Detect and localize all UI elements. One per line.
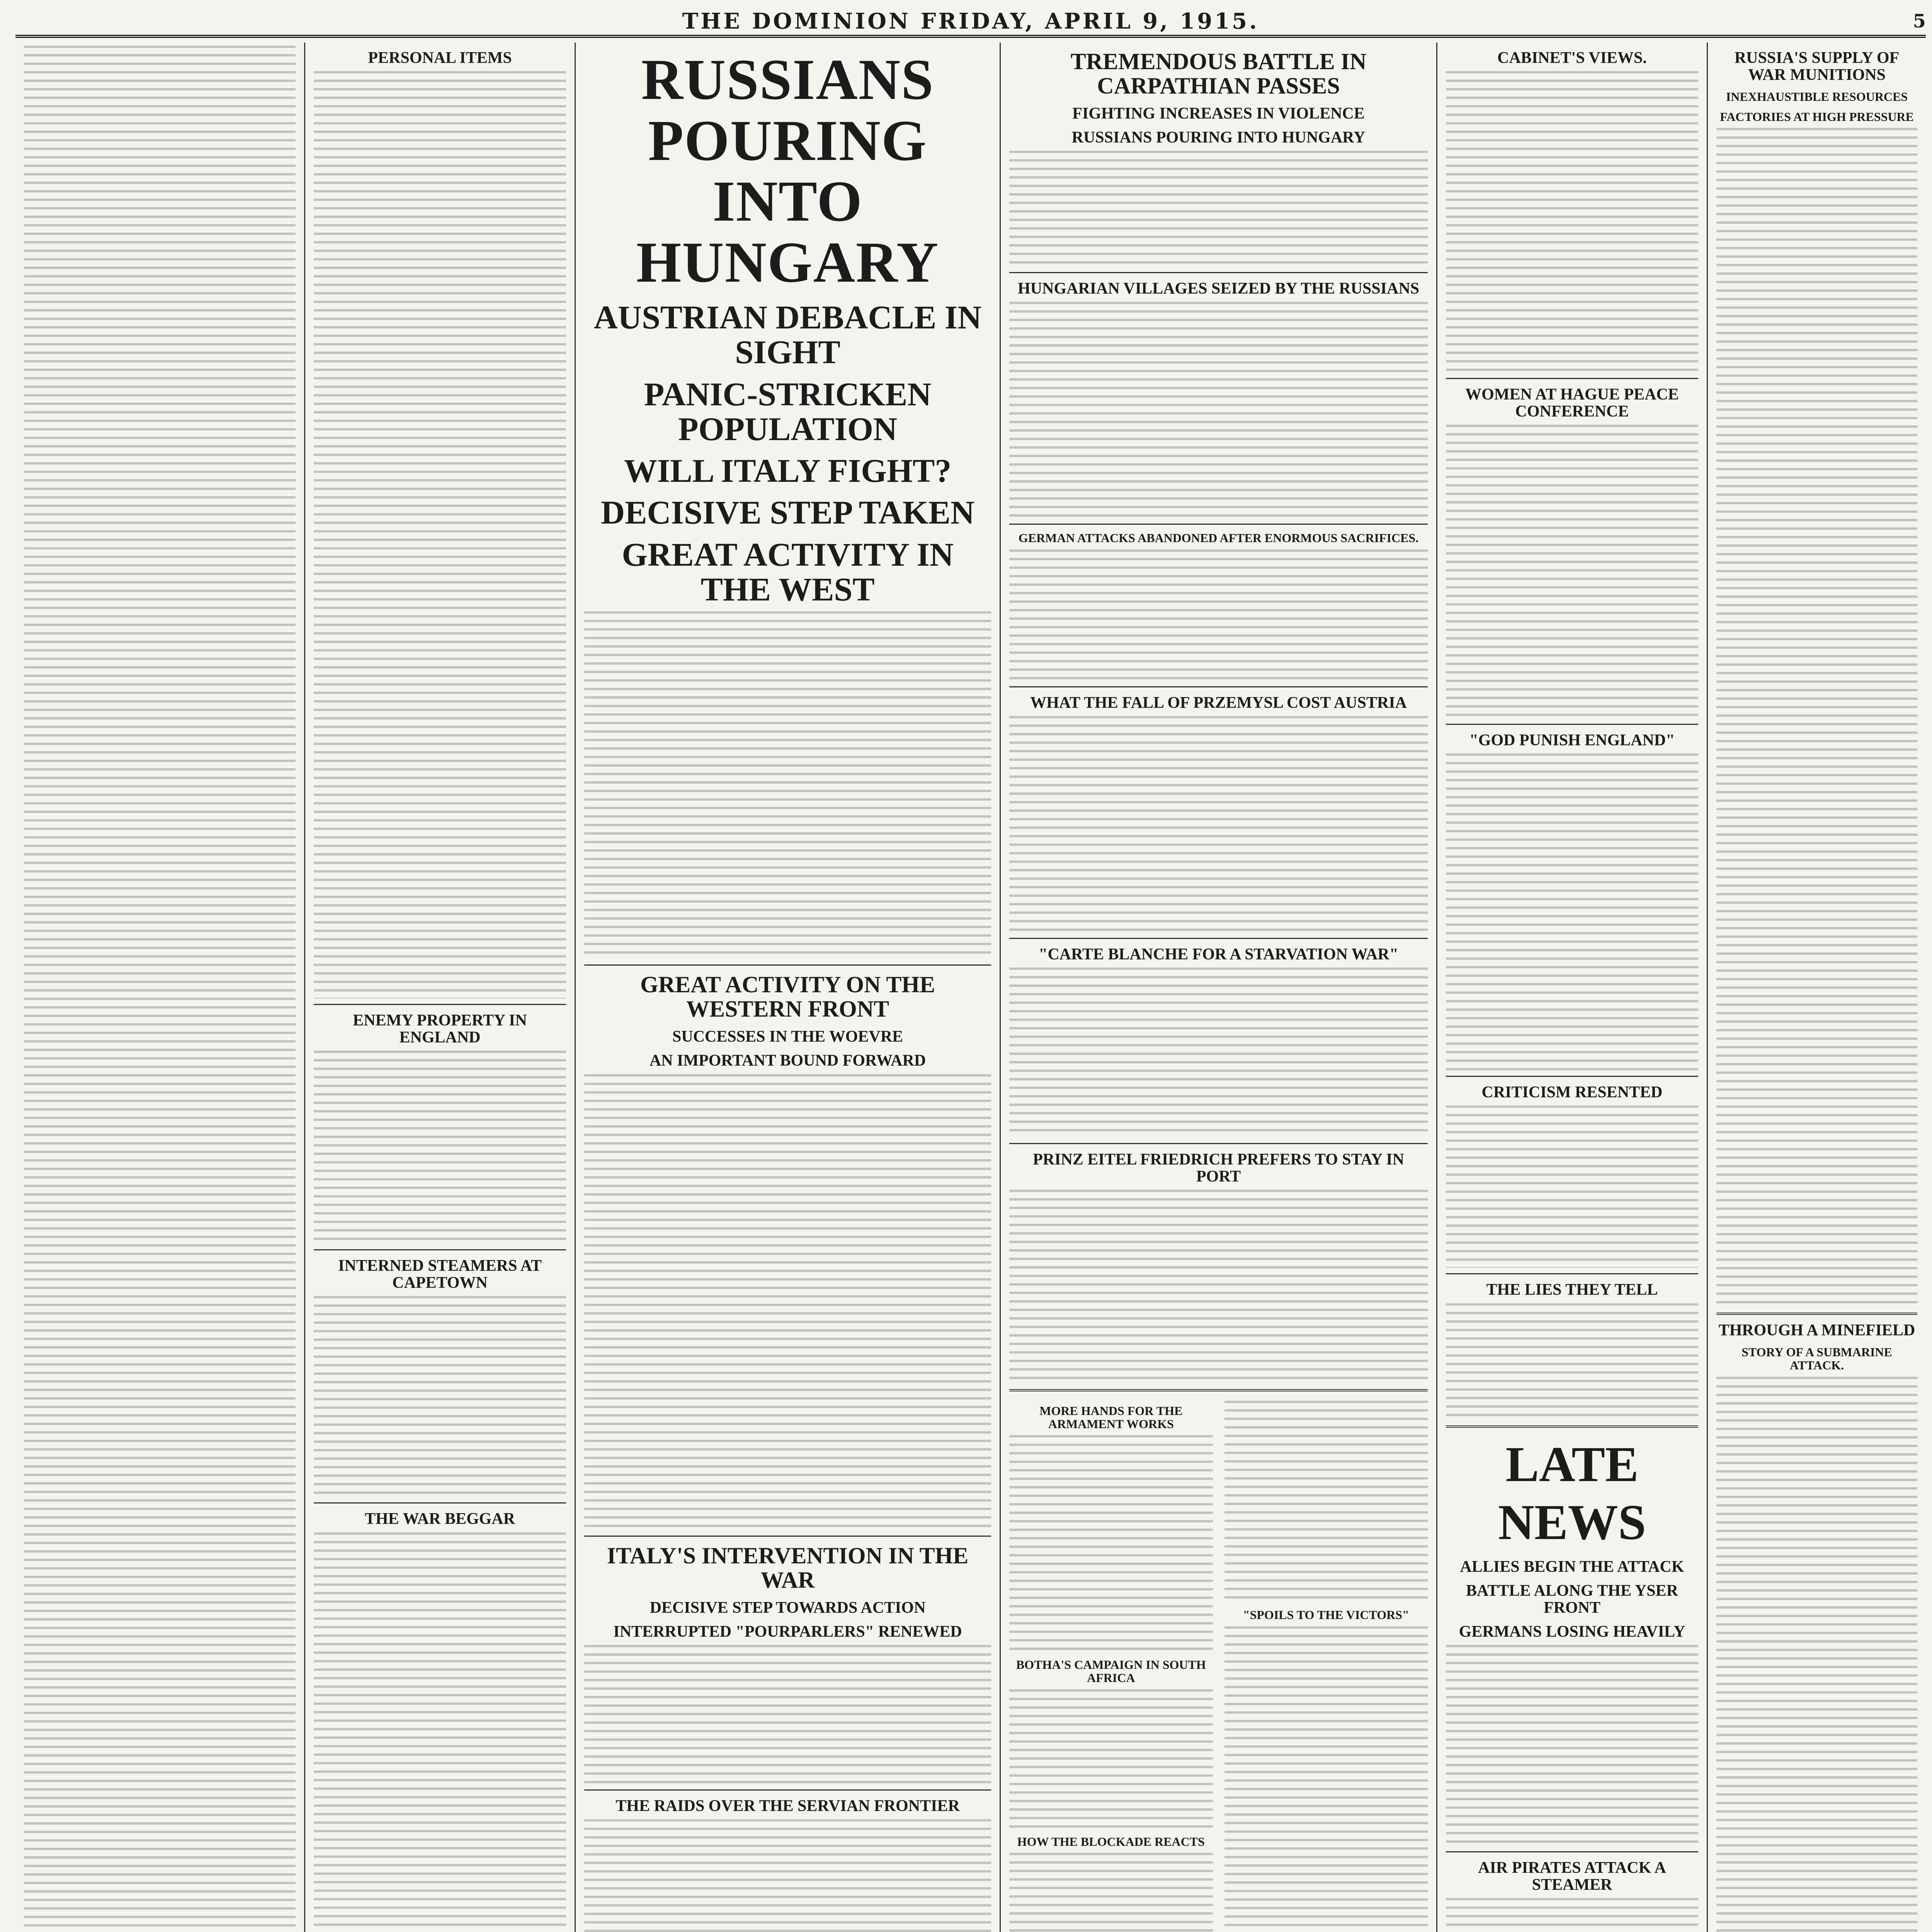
body-text-block xyxy=(1009,1853,1213,1932)
body-text-block xyxy=(314,1532,566,1932)
body-text-block xyxy=(314,71,566,998)
column-5 xyxy=(1437,43,1708,1932)
body-text-block xyxy=(584,1819,991,1932)
body-text-block xyxy=(314,1296,566,1497)
body-text-block xyxy=(1009,968,1428,1138)
cabinet-views-heading: CABINET'S VIEWS. xyxy=(1497,49,1647,67)
factories-heading: FACTORIES AT HIGH PRESSURE xyxy=(1720,109,1914,124)
body-text-block xyxy=(1009,151,1428,267)
body-text-block xyxy=(1009,1435,1213,1651)
body-text-block xyxy=(1225,1401,1428,1602)
war-beggar-heading: THE WAR BEGGAR xyxy=(365,1510,515,1528)
body-text-block xyxy=(1446,1898,1698,1932)
column-3 xyxy=(576,43,1001,1932)
submarine-story-heading: STORY OF A SUBMARINE ATTACK. xyxy=(1742,1345,1892,1372)
women-hague-heading: WOMEN AT HAGUE PEACE CONFERENCE xyxy=(1465,386,1679,421)
headline-hungarian-villages: HUNGARIAN VILLAGES SEIZED BY THE RUSSIANS xyxy=(1017,280,1420,298)
column-6 xyxy=(1708,43,1926,1932)
allies-attack-heading: ALLIES BEGIN THE ATTACK xyxy=(1460,1558,1684,1576)
headline-carte-blanche: "CARTE BLANCHE FOR A STARVATION WAR" xyxy=(1039,945,1398,963)
page-number: 5 xyxy=(1913,10,1926,32)
yser-front-heading: BATTLE ALONG THE YSER FRONT xyxy=(1466,1582,1678,1617)
column-1 xyxy=(15,43,305,1932)
headline-servian-frontier: THE RAIDS OVER THE SERVIAN FRONTIER xyxy=(616,1797,960,1815)
body-text-block xyxy=(1446,425,1698,718)
body-text-block xyxy=(24,46,296,1932)
body-text-block xyxy=(1009,1190,1428,1383)
headline-prinz-eitel: PRINZ EITEL FRIEDRICH PREFERS TO STAY IN PORT xyxy=(1033,1151,1404,1186)
munitions-heading: RUSSIA'S SUPPLY OF WAR MUNITIONS xyxy=(1734,49,1900,84)
headline-italy-intervention: ITALY'S INTERVENTION IN THE WAR xyxy=(607,1543,969,1593)
subheadline-bound-forward: AN IMPORTANT BOUND FORWARD xyxy=(649,1052,926,1070)
body-text-block xyxy=(1009,1689,1213,1828)
subheadline-violence: FIGHTING INCREASES IN VIOLENCE xyxy=(1072,105,1365,122)
subheadline-austrian-debacle: AUSTRIAN DEBACLE IN SIGHT xyxy=(594,299,982,371)
body-text-block xyxy=(1009,549,1428,681)
body-text-block xyxy=(584,611,991,959)
body-text-block xyxy=(1446,753,1698,1070)
headline-armament-works: MORE HANDS FOR THE ARMAMENT WORKS xyxy=(1039,1404,1183,1431)
headline-carpathian-battle: TREMENDOUS BATTLE IN CARPATHIAN PASSES xyxy=(1070,49,1367,99)
column-2 xyxy=(305,43,576,1932)
masthead-title: THE DOMINION FRIDAY, APRIL 9, 1915. xyxy=(682,9,1259,34)
body-text-block xyxy=(1716,1377,1917,1932)
body-text-block xyxy=(1446,1303,1698,1419)
main-headline: RUSSIANS POURING INTO HUNGARY xyxy=(636,48,939,294)
interned-steamers-heading: INTERNED STEAMERS AT CAPETOWN xyxy=(338,1257,542,1292)
headline-botha-campaign: BOTHA'S CAMPAIGN IN SOUTH AFRICA xyxy=(1016,1658,1206,1685)
subheadline-woevre: SUCCESSES IN THE WOEVRE xyxy=(672,1028,903,1046)
subheadline-panic: PANIC-STRICKEN POPULATION xyxy=(644,375,932,447)
late-news-heading: LATE NEWS xyxy=(1498,1436,1646,1550)
criticism-heading: CRITICISM RESENTED xyxy=(1481,1083,1663,1102)
subheadline-russians-pouring: RUSSIANS POURING INTO HUNGARY xyxy=(1071,129,1366,147)
lies-heading: THE LIES THEY TELL xyxy=(1486,1281,1658,1299)
body-text-block xyxy=(1446,1645,1698,1846)
subheadline-great-activity-west: GREAT ACTIVITY IN THE WEST xyxy=(622,536,954,608)
body-text-block xyxy=(1225,1626,1428,1932)
headline-blockade: HOW THE BLOCKADE REACTS xyxy=(1017,1834,1205,1849)
personal-items-heading: PERSONAL ITEMS xyxy=(368,49,512,67)
columns xyxy=(15,43,1926,1932)
subheadline-pourparlers: INTERRUPTED "POURPARLERS" RENEWED xyxy=(613,1622,962,1641)
body-text-block xyxy=(584,1074,991,1530)
column-4 xyxy=(1001,43,1437,1932)
subheadline-towards-action: DECISIVE STEP TOWARDS ACTION xyxy=(650,1599,926,1617)
minefield-heading: THROUGH A MINEFIELD xyxy=(1718,1321,1915,1340)
masthead xyxy=(15,8,1926,38)
body-text-block xyxy=(1716,128,1917,1306)
body-text-block xyxy=(584,1645,991,1784)
inexhaustible-heading: INEXHAUSTIBLE RESOURCES xyxy=(1726,90,1908,104)
body-text-block xyxy=(314,1051,566,1244)
body-text-block xyxy=(1446,71,1698,372)
headline-western-front: GREAT ACTIVITY ON THE WESTERN FRONT xyxy=(640,972,935,1022)
headline-german-attacks: GERMAN ATTACKS ABANDONED AFTER ENORMOUS SACRIFICES. xyxy=(1018,531,1419,545)
body-text-block xyxy=(1009,302,1428,518)
headline-przemysl: WHAT THE FALL OF PRZEMYSL COST AUSTRIA xyxy=(1030,694,1407,712)
air-pirates-heading: AIR PIRATES ATTACK A STEAMER xyxy=(1478,1859,1666,1894)
subheadline-decisive-step: DECISIVE STEP TAKEN xyxy=(600,494,975,531)
body-text-block xyxy=(1446,1105,1698,1268)
enemy-property-heading: ENEMY PROPERTY IN ENGLAND xyxy=(353,1012,527,1047)
god-punish-heading: "GOD PUNISH ENGLAND" xyxy=(1469,731,1675,750)
headline-spoils-victors: "SPOILS TO THE VICTORS" xyxy=(1243,1608,1409,1622)
headline-will-italy-fight: WILL ITALY FIGHT? xyxy=(624,452,952,490)
body-text-block xyxy=(1009,716,1428,932)
germans-losing-heading: GERMANS LOSING HEAVILY xyxy=(1459,1622,1685,1641)
